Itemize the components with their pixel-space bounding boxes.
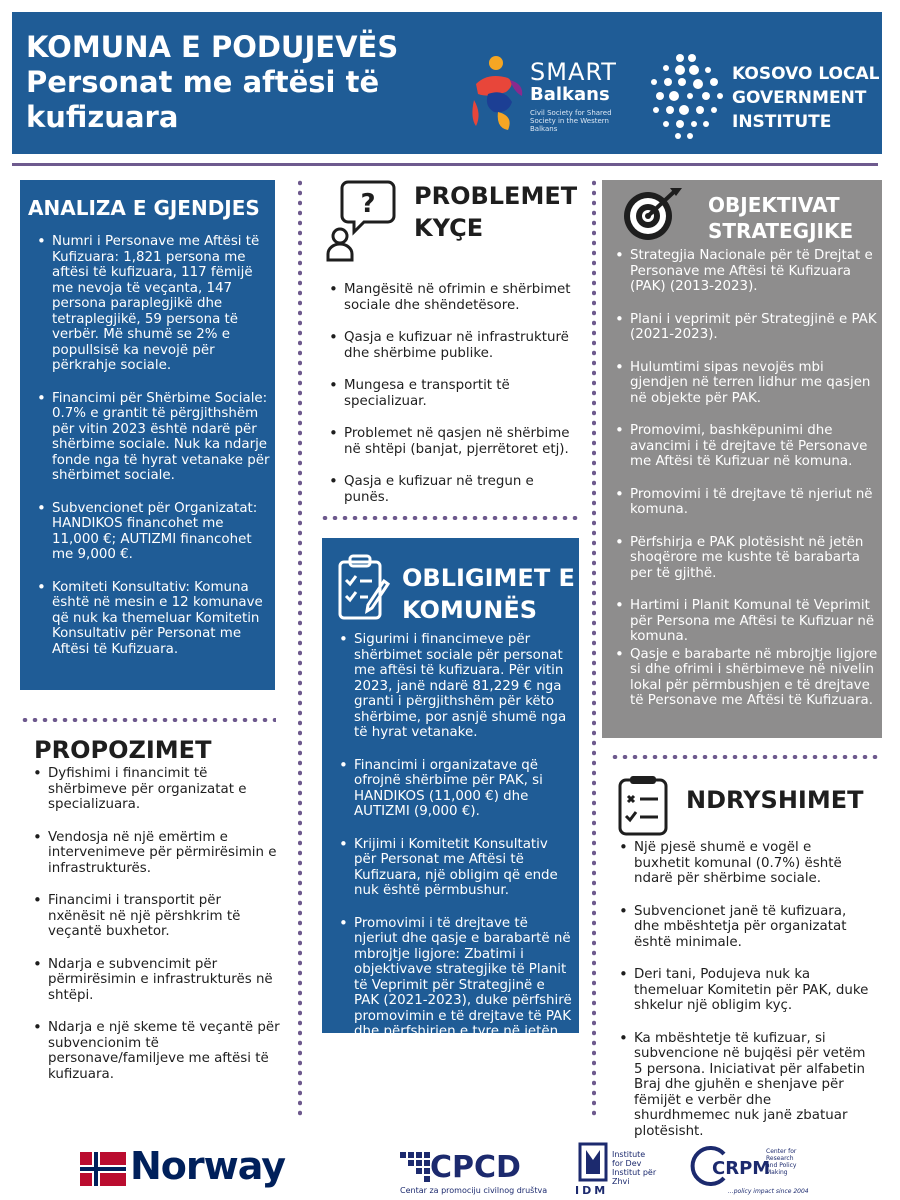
analiza-title: ANALIZA E GJENDJES	[28, 196, 260, 220]
page-title	[26, 30, 398, 135]
klgi-line-1: KOSOVO LOCAL	[732, 64, 880, 84]
list-item: • Strategjia Nacionale për të Drejtat e Personave me Aftësi të Kufizuara (PAK) (2013-2023).	[602, 248, 878, 295]
ndryshimet-list	[606, 840, 870, 1156]
klgi-line-2: GOVERNMENT	[732, 88, 867, 108]
title-line-2: Personat me aftësi të	[26, 65, 380, 99]
list-item: • Vendosja në një emërtim e intervenimeve për përmirësimin e infrastrukturës.	[20, 830, 282, 877]
list-item: • Qasja e kufizuar në tregun e punës.	[316, 474, 578, 505]
list-item: • Hartimi i Planit Komunal të Veprimit për Persona me Aftësi te Kufizuar në komuna.	[602, 598, 878, 645]
smart-subtitle: Civil Society for Shared Society in the Western Balkans	[530, 109, 612, 133]
list-item: • Financimi i organizatave që ofrojnë shërbime për PAK, si HANDIKOS (11,000 €) dhe AUTIZMI (9,000 €).	[326, 758, 574, 820]
list-item: • Numri i Personave me Aftësi të Kufizuara: 1,821 persona me aftësi të kufizuara, 117 fëmijë me nevoja të veçanta, 147 persona paraplegjikë dhe tetraplegjikë, 59 persona të verbër. Më shumë se 2% e popullsisë ka nevojë për përkrahje sociale.	[24, 234, 270, 374]
norway-logo-text: Norway	[130, 1144, 285, 1188]
smart-word: SMART	[530, 58, 617, 86]
problemet-title	[414, 180, 577, 244]
propozimet-section	[20, 736, 290, 1126]
list-item: • Përfshirja e PAK plotësisht në jetën shoqërore me kushte të barabarta per të gjithë.	[602, 535, 878, 582]
balkans-word: Balkans	[530, 84, 610, 105]
klgi-logo	[644, 52, 884, 142]
list-item: • Problemet në qasjen në shërbime në shtëpi (banjat, pjerrëtoret etj).	[316, 426, 578, 457]
dotted-separator	[298, 178, 302, 1118]
question-person-icon	[326, 178, 396, 262]
dotted-separator	[610, 755, 878, 759]
obligimet-section	[322, 538, 579, 1055]
idm-logo-text: IDM	[575, 1184, 609, 1197]
list-item: • Sigurimi i financimeve për shërbimet sociale për personat me aftësi të kufizuara. Për vitin 2023, janë ndarë 81,229 € nga granti i përgjithshëm për këto shërbime, por asnjë shumë nga të hyrat vetanake.	[326, 632, 574, 741]
smart-balkans-logo	[468, 54, 628, 134]
header-divider	[12, 163, 878, 166]
list-item: • Hulumtimi sipas nevojës mbi gjendjen në terren lidhur me qasjen në objekte për PAK.	[602, 360, 878, 407]
crpm-tagline: ...policy impact since 2004	[728, 1188, 809, 1195]
problemet-section	[312, 174, 584, 504]
list-item: • Qasja e kufizuar në infrastrukturë dhe shërbime publike.	[316, 330, 578, 361]
list-item: • Komiteti Konsultativ: Komuna është në mesin e 12 komunave që nuk ka themeluar Komitetin Konsultativ për Personat me Aftësi të Kufizuara.	[24, 580, 270, 658]
title-line-1: KOMUNA E PODUJEVËS	[26, 30, 399, 64]
list-item: • Subvencionet janë të kufizuara, dhe mbështetja për organizatat është minimale.	[606, 904, 870, 951]
list-item: • Ka mbështetje të kufizuar, si subvencione në bujqësi për vetëm 5 persona. Iniciativat për alfabetin Braj dhe gjuhën e shenjave për fëmijët e verbër dhe shurdhmemec nuk janë zbatuar plotësisht.	[606, 1031, 870, 1140]
norway-flag-icon	[80, 1152, 126, 1186]
list-item: • Deri tani, Podujeva nuk ka themeluar Komitetin për PAK, duke shkelur një obligim kyç.	[606, 967, 870, 1014]
dotted-separator	[320, 516, 580, 520]
header-banner	[12, 12, 882, 154]
list-item: • Plani i veprimit për Strategjinë e PAK (2021-2023).	[602, 312, 878, 343]
svg-text:?: ?	[360, 189, 376, 219]
problemet-title-line-1: PROBLEMET	[414, 182, 578, 210]
list-item: • Një pjesë shumë e vogël e buxhetit komunal (0.7%) është ndarë për shërbime sociale.	[606, 840, 870, 887]
objektivat-title	[708, 192, 853, 244]
obligimet-title-line-1: OBLIGIMET E	[402, 564, 575, 592]
dotted-separator	[592, 178, 596, 1118]
cpcd-logo-text: CPCD	[430, 1150, 521, 1185]
objektivat-title-line-1: OBJEKTIVAT	[708, 193, 840, 217]
idm-emblem-icon	[578, 1142, 608, 1182]
clipboard-checklist-icon	[336, 554, 394, 622]
checklist-icon	[616, 774, 672, 836]
list-item: • Financimi i transportit për nxënësit në një përshkrim të veçantë buxhetor.	[20, 893, 282, 940]
analiza-list	[24, 234, 270, 674]
ndryshimet-title: NDRYSHIMET	[686, 786, 864, 814]
klgi-line-3: INSTITUTE	[732, 112, 832, 132]
objektivat-title-line-2: STRATEGJIKE	[708, 219, 854, 243]
propozimet-list	[20, 766, 282, 1099]
obligimet-list	[326, 632, 574, 1072]
list-item: • Dyfishimi i financimit të shërbimeve për organizatat e specializuara.	[20, 766, 282, 813]
list-item: • Promovimi, bashkëpunimi dhe avancimi i të drejtave të Personave me Aftësi të Kufizuar në komuna.	[602, 423, 878, 470]
list-item: • Promovimi i të drejtave të njeriut dhe qasje e barabartë në mbrojtje ligjore: Zbatimi i objektivave strategjike të Planit të Veprimit për Strategjinë e PAK (2021-2023), duke përfshirë promovimin e të drejtave të PAK dhe përfshirjen e tyre në jetën shoqërore.	[326, 916, 574, 1056]
cpcd-grid-icon	[400, 1152, 430, 1182]
problemet-list	[316, 282, 578, 522]
target-icon	[620, 186, 686, 244]
propozimet-title: PROPOZIMET	[34, 736, 212, 764]
klgi-dots-icon	[644, 52, 728, 142]
list-item: • Ndarja e subvencimit për përmirësimin e infrastrukturës në shtëpi.	[20, 957, 282, 1004]
klgi-name	[732, 62, 879, 134]
obligimet-title-line-2: KOMUNËS	[402, 596, 538, 624]
list-item: • Mangësitë në ofrimin e shërbimet sociale dhe shëndetësore.	[316, 282, 578, 313]
smart-balkans-icon	[468, 54, 528, 134]
list-item: • Financimi për Shërbime Sociale: 0.7% e grantit të përgjithshëm për vitin 2023 është ndarë për shërbime sociale. Nuk ka ndarje fonde nga të hyrat vetanake për shërbimet sociale.	[24, 391, 270, 484]
obligimet-title	[402, 562, 575, 626]
list-item: • Subvencionet për Organizatat: HANDIKOS financohet me 11,000 €; AUTIZMI financohet me 9,000 €.	[24, 501, 270, 563]
objektivat-list	[602, 248, 878, 726]
list-item: • Krijimi i Komitetit Konsultativ për Personat me Aftësi të Kufizuara, një obligim që ende nuk është përmbushur.	[326, 837, 574, 899]
crpm-subtitle: Center for Research and Policy Making	[766, 1148, 797, 1176]
list-item: • Ndarja e një skeme të veçantë për subvencionim të personave/familjeve me aftësi të kufizuara.	[20, 1020, 282, 1082]
ndryshimet-section	[602, 770, 884, 1140]
title-line-3: kufizuara	[26, 100, 179, 134]
idm-subtitle: Institute for Dev Institut për Zhvi	[612, 1150, 657, 1186]
crpm-logo-text: CRPM	[712, 1158, 771, 1179]
cpcd-subtitle: Centar za promociju civilnog društva	[400, 1186, 548, 1195]
list-item: • Qasje e barabarte në mbrojtje ligjore si dhe ofrimi i shërbimeve në nivelin lokal për përmbushjen e të drejtave të Personave me Aftësi të Kufizuara.	[602, 647, 878, 709]
dotted-separator	[20, 718, 276, 722]
problemet-title-line-2: KYÇE	[414, 214, 484, 242]
analiza-section	[20, 180, 275, 690]
objektivat-section	[602, 180, 882, 738]
list-item: • Promovimi i të drejtave të njeriut në komuna.	[602, 487, 878, 518]
list-item: • Mungesa e transportit të specializuar.	[316, 378, 578, 409]
